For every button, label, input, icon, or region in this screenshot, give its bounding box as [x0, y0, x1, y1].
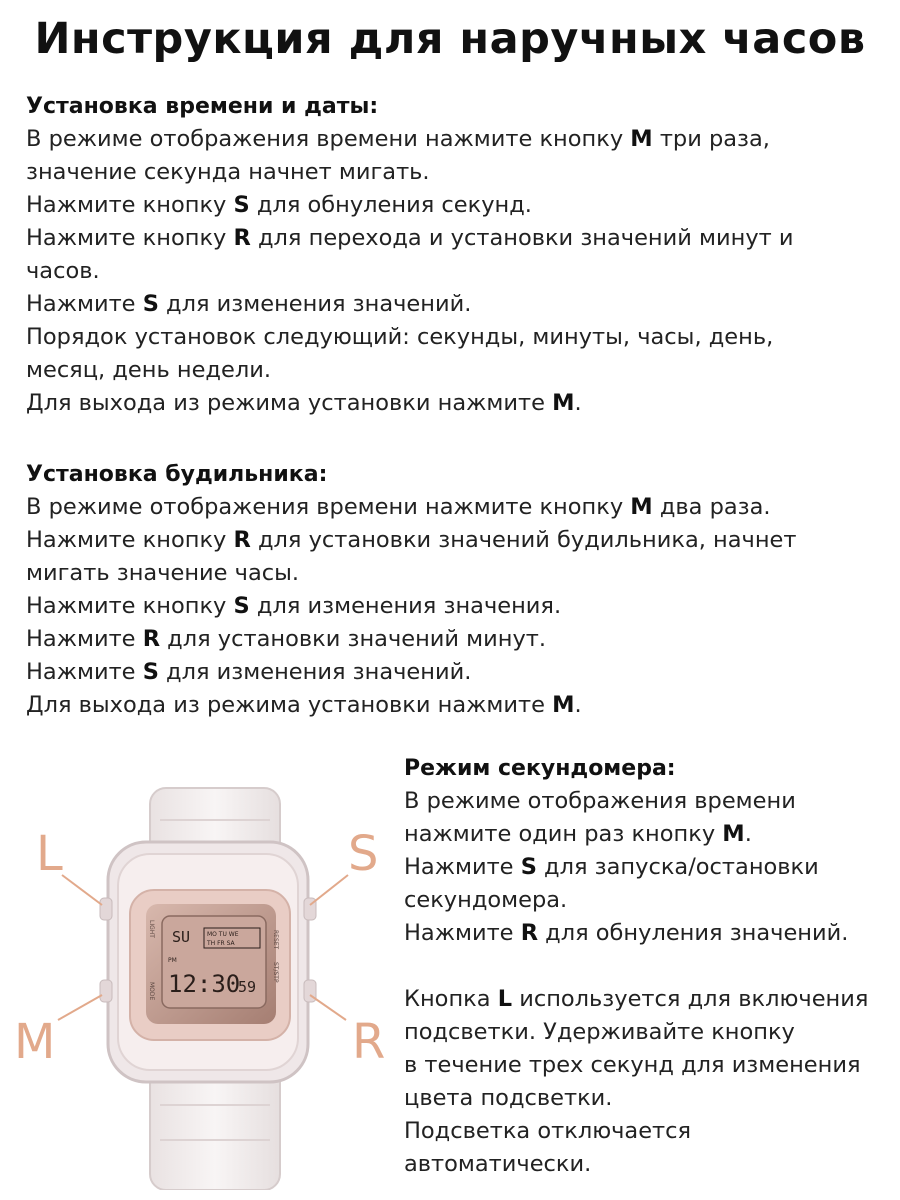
instruction-line — [404, 1016, 868, 1049]
section-heading: Установка будильника: — [26, 462, 328, 487]
line-text: секундомера. — [404, 887, 568, 913]
line-text: для установки значений минут. — [160, 626, 547, 652]
button-key: L — [497, 986, 513, 1012]
alarm-section — [26, 458, 797, 722]
line-text: три раза, — [652, 126, 770, 152]
instruction-line — [26, 321, 794, 354]
button-key: R — [520, 920, 539, 946]
instruction-line — [26, 156, 794, 189]
button-key: S — [142, 291, 159, 317]
instruction-line — [26, 590, 797, 623]
lcd-day: SU — [172, 928, 191, 946]
line-text: для запуска/остановки — [536, 854, 819, 880]
watch-diagram — [10, 770, 400, 1190]
line-text: В режиме отображения времени нажмите кнопку — [26, 494, 631, 520]
line-text: месяц, день недели. — [26, 357, 271, 383]
instruction-line — [404, 1148, 868, 1181]
button-label-s: S — [348, 826, 379, 882]
line-text: Порядок установок следующий: секунды, минуты, часы, день, — [26, 324, 774, 350]
button-key: R — [233, 527, 251, 553]
line-text: Нажмите — [26, 626, 143, 652]
button-key: R — [142, 626, 161, 652]
line-text: часов. — [26, 258, 100, 284]
instruction-line — [26, 222, 794, 255]
instruction-line — [404, 917, 868, 950]
instruction-line — [26, 354, 794, 387]
line-text: . — [744, 821, 752, 847]
line-text: цвета подсветки. — [404, 1085, 613, 1111]
button-key: M — [722, 821, 745, 847]
line-text: для обнуления секунд. — [249, 192, 532, 218]
instruction-line — [404, 818, 868, 851]
button-label-r: R — [352, 1014, 386, 1070]
line-text: Нажмите кнопку — [26, 225, 234, 251]
line-text: используется для включения — [512, 986, 869, 1012]
lcd-time: 12:30 — [168, 970, 241, 998]
line-text: подсветки. Удерживайте кнопку — [404, 1019, 795, 1045]
button-key: M — [552, 692, 575, 718]
instruction-line — [26, 491, 797, 524]
line-text: для изменения значения. — [249, 593, 562, 619]
page-title: Инструкция для наручных часов — [34, 14, 866, 64]
stopwatch-section — [404, 752, 868, 1181]
instruction-line — [404, 1115, 868, 1148]
line-text: два раза. — [652, 494, 771, 520]
line-text: В режиме отображения времени — [404, 788, 796, 814]
button-key: M — [630, 126, 653, 152]
line-text: для обнуления значений. — [538, 920, 849, 946]
line-text: для перехода и установки значений минут и — [250, 225, 794, 251]
button-label-l: L — [36, 826, 63, 882]
button-key: S — [233, 593, 250, 619]
line-text: Нажмите — [26, 659, 143, 685]
line-text: для изменения значений. — [158, 291, 472, 317]
line-text: Нажмите кнопку — [26, 593, 234, 619]
button-key: R — [233, 225, 251, 251]
instruction-line — [26, 189, 794, 222]
line-text: Нажмите — [404, 854, 521, 880]
section-heading: Режим секундомера: — [404, 756, 676, 781]
line-text: Для выхода из режима установки нажмите — [26, 390, 553, 416]
side-label-mode: MODE — [148, 982, 155, 1001]
lcd-days-top: MO TU WE — [207, 931, 239, 938]
button-key: S — [520, 854, 537, 880]
instruction-line — [26, 123, 794, 156]
instruction-line — [26, 623, 797, 656]
line-text: для изменения значений. — [158, 659, 472, 685]
line-text: Нажмите — [26, 291, 143, 317]
line-text: для установки значений будильника, начнет — [250, 527, 797, 553]
lcd-seconds: 59 — [238, 978, 257, 996]
line-text: Кнопка — [404, 986, 498, 1012]
section-heading: Установка времени и даты: — [26, 94, 379, 119]
line-text: Нажмите — [404, 920, 521, 946]
line-text: . — [574, 390, 582, 416]
line-text: Подсветка отключается — [404, 1118, 692, 1144]
instruction-line — [404, 1049, 868, 1082]
line-text: автоматически. — [404, 1151, 592, 1177]
instruction-line — [26, 288, 794, 321]
side-label-start: ST/STP — [272, 962, 279, 983]
line-text: Для выхода из режима установки нажмите — [26, 692, 553, 718]
instruction-line — [404, 785, 868, 818]
instruction-line — [404, 1082, 868, 1115]
instruction-line — [404, 950, 868, 983]
instruction-line — [404, 983, 868, 1016]
side-label-light: LIGHT — [148, 920, 155, 938]
lcd-days-bottom: TH FR SA — [207, 940, 235, 947]
instruction-line — [26, 387, 794, 420]
line-text: в течение трех секунд для изменения — [404, 1052, 861, 1078]
instruction-line — [404, 851, 868, 884]
instruction-line — [26, 255, 794, 288]
line-text: Нажмите кнопку — [26, 527, 234, 553]
instruction-line — [404, 884, 868, 917]
button-label-m: M — [14, 1014, 56, 1070]
button-key: S — [142, 659, 159, 685]
line-text: Нажмите кнопку — [26, 192, 234, 218]
button-key: S — [233, 192, 250, 218]
line-text: . — [574, 692, 582, 718]
time-date-section — [26, 90, 794, 420]
button-key: M — [630, 494, 653, 520]
lcd-pm: PM — [168, 957, 177, 964]
line-text: значение секунда начнет мигать. — [26, 159, 430, 185]
instruction-line — [26, 524, 797, 557]
instruction-line — [26, 689, 797, 722]
watch-face — [146, 904, 279, 1024]
side-label-reset: RESET — [272, 930, 279, 950]
line-text: нажмите один раз кнопку — [404, 821, 723, 847]
line-text: В режиме отображения времени нажмите кнопку — [26, 126, 631, 152]
line-text: мигать значение часы. — [26, 560, 300, 586]
instruction-line — [26, 656, 797, 689]
button-key: M — [552, 390, 575, 416]
instruction-line — [26, 557, 797, 590]
